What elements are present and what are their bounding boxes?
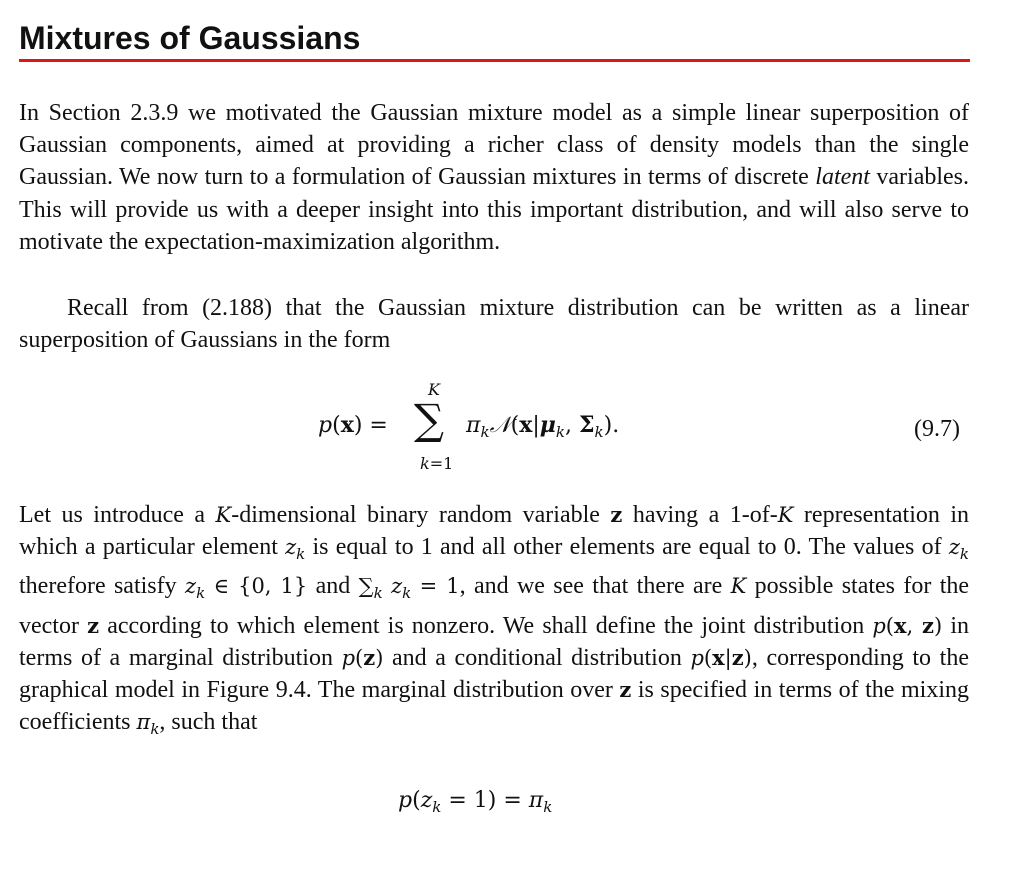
p3-text-14: is specified in terms of the mixing coefficients — [19, 677, 969, 736]
p3-text-2: -dimensional binary random variable — [231, 502, 611, 528]
p3-text-7: and — [307, 573, 359, 600]
math-K: K — [777, 503, 794, 527]
p3-text-5: is equal to 1 and all other elements are equal to 0. The values of — [305, 534, 949, 561]
math-pz: p(z) — [341, 644, 384, 670]
title-underline — [19, 59, 970, 62]
equation-9-7-lhs — [318, 410, 388, 441]
p3-text-8: , and we see that there are — [459, 573, 731, 600]
p3-text-1: Let us introduce a — [19, 502, 216, 528]
math-z-vector: z — [610, 502, 623, 527]
math-set: ∈ {0, 1} — [213, 574, 308, 599]
latent-emphasis: latent — [815, 164, 870, 191]
math-pxz: p(x, z) — [872, 612, 943, 638]
math-sum-expr: = 1 — [419, 574, 460, 599]
p3-text-4: representation in which a particular element — [19, 502, 970, 561]
p1-text-b: variables. This will provide us with a deeper insight into this important distribution, and will also serve to motivate the expectation-maximization algorithm. — [19, 164, 970, 255]
math-zk: z — [948, 535, 960, 560]
math-z-vector: z — [619, 677, 632, 703]
p3-text-11: in terms of a marginal distribution — [19, 612, 969, 671]
p3-text-9: possible states for the vector — [19, 573, 970, 639]
paragraph-intro — [19, 97, 969, 258]
sigma-symbol: ∑ — [414, 395, 444, 444]
p1-text-a: In Section 2.3.9 we motivated the Gaussian mixture model as a simple linear superposition of Gaussian components, aimed at providing a richer class of density models than the single Gaussian. We now turn to a formulation of Gaussian mixtures in terms of discrete — [19, 100, 969, 191]
paragraph-latent-variable: Let us introduce a K-dimensional binary random variable z having a 1-of-K representation in which a particular element $z_k$ is equal to 1 and all other elements are equal to 0. The values of $z_k$ therefore satisfy $z_k$ ∈ {0, 1} and $\sum_k$ $z_k = 1$, and we see that there are K possible states for the vector z according to which element is nonzero. We shall define the joint distribution p(x, z) in terms of a marginal distribution p(z) and a conditional distribution p(x|z), corresponding to the graphical model in Figure 9.4. The marginal distribution over z is specified in terms of the mixing coefficients $\pi_k$, such that — [19, 502, 970, 739]
p3-text-12: and a conditional distribution — [383, 644, 691, 671]
eq-lhs: p(x) = — [318, 412, 388, 438]
equation-number: (9.7) — [914, 416, 960, 442]
math-z-vector: z — [87, 612, 100, 638]
p3-text-3: having a 1-of- — [622, 502, 778, 528]
equation-mixing-coefficient: $p(z_k = 1) = \pi_k$ — [398, 788, 553, 816]
sum-lower-limit: k=1 — [420, 454, 454, 473]
equation-9-7-rhs: $\pi_k𝒩(x|\mu_k$, $\Sigma_k$). — [466, 412, 620, 441]
math-pik: π — [136, 710, 151, 735]
sum-upper-limit: K — [428, 380, 440, 399]
math-pxgz: p(x|z) — [690, 644, 752, 670]
p3-text-10: according to which element is nonzero. We shall define the joint distribution — [99, 612, 873, 639]
p3-text-6: therefore satisfy — [19, 573, 185, 600]
paragraph-recall: Recall from (2.188) that the Gaussian mixture distribution can be written as a linear superposition of Gaussians in the form — [19, 295, 969, 354]
math-zk: z — [285, 535, 297, 560]
math-K: K — [730, 574, 747, 599]
p3-text-15: , such that — [159, 709, 258, 736]
p3-text-13: , corresponding to the graphical model in Figure 9.4. The marginal distribution over — [19, 644, 969, 704]
section-title: Mixtures of Gaussians — [19, 20, 361, 56]
summation — [412, 380, 462, 476]
math-K: K — [215, 503, 232, 527]
